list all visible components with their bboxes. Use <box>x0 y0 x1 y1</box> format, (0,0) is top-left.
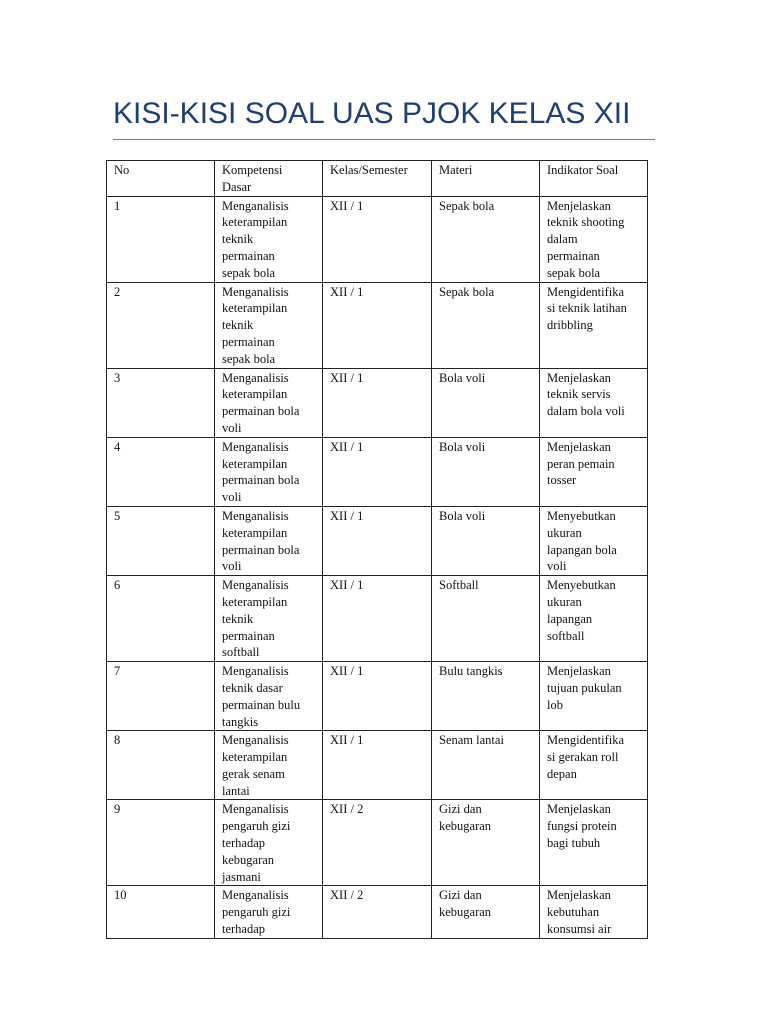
cell-materi: Gizi dan kebugaran <box>432 886 540 938</box>
cell-indikator-soal: Menjelaskan peran pemain tosser <box>540 437 648 506</box>
cell-no: 7 <box>107 662 215 731</box>
cell-kelas-semester: XII / 1 <box>323 731 432 800</box>
cell-indikator-soal: Menyebutkan ukuran lapangan softball <box>540 576 648 662</box>
title-underline <box>113 139 655 140</box>
cell-kompetensi-dasar: Menganalisis keterampilan teknik permainan sepak bola <box>215 196 323 282</box>
cell-no: 2 <box>107 282 215 368</box>
cell-indikator-soal: Menyebutkan ukuran lapangan bola voli <box>540 506 648 575</box>
cell-kelas-semester: XII / 1 <box>323 282 432 368</box>
table-row <box>107 506 648 575</box>
table-row <box>107 576 648 662</box>
cell-materi: Bulu tangkis <box>432 662 540 731</box>
table-header-row <box>107 161 648 197</box>
cell-materi: Senam lantai <box>432 731 540 800</box>
cell-no: 6 <box>107 576 215 662</box>
cell-kompetensi-dasar: Menganalisis keterampilan teknik permainan sepak bola <box>215 282 323 368</box>
cell-indikator-soal: Menjelaskan kebutuhan konsumsi air <box>540 886 648 938</box>
header-kelas-semester: Kelas/Semester <box>323 161 432 197</box>
table-row <box>107 196 648 282</box>
cell-kompetensi-dasar: Menganalisis pengaruh gizi terhadap kebugaran jasmani <box>215 800 323 886</box>
cell-indikator-soal: Mengidentifika si teknik latihan dribbling <box>540 282 648 368</box>
cell-kompetensi-dasar: Menganalisis keterampilan teknik permainan softball <box>215 576 323 662</box>
cell-kelas-semester: XII / 2 <box>323 800 432 886</box>
table-row <box>107 731 648 800</box>
cell-kompetensi-dasar: Menganalisis keterampilan gerak senam lantai <box>215 731 323 800</box>
cell-no: 1 <box>107 196 215 282</box>
table-row <box>107 886 648 938</box>
header-no: No <box>107 161 215 197</box>
cell-indikator-soal: Menjelaskan teknik servis dalam bola voli <box>540 368 648 437</box>
cell-kompetensi-dasar: Menganalisis keterampilan permainan bola voli <box>215 437 323 506</box>
cell-kompetensi-dasar: Menganalisis keterampilan permainan bola voli <box>215 368 323 437</box>
cell-no: 8 <box>107 731 215 800</box>
cell-no: 3 <box>107 368 215 437</box>
cell-indikator-soal: Menjelaskan fungsi protein bagi tubuh <box>540 800 648 886</box>
cell-indikator-soal: Mengidentifika si gerakan roll depan <box>540 731 648 800</box>
cell-kompetensi-dasar: Menganalisis pengaruh gizi terhadap <box>215 886 323 938</box>
document-title: KISI-KISI SOAL UAS PJOK KELAS XII <box>113 97 631 130</box>
cell-no: 10 <box>107 886 215 938</box>
cell-kompetensi-dasar: Menganalisis keterampilan permainan bola voli <box>215 506 323 575</box>
cell-kelas-semester: XII / 2 <box>323 886 432 938</box>
cell-no: 9 <box>107 800 215 886</box>
grid-table <box>106 160 648 939</box>
cell-materi: Gizi dan kebugaran <box>432 800 540 886</box>
table-row <box>107 437 648 506</box>
table-row <box>107 800 648 886</box>
cell-kelas-semester: XII / 1 <box>323 196 432 282</box>
cell-kompetensi-dasar: Menganalisis teknik dasar permainan bulu tangkis <box>215 662 323 731</box>
cell-no: 5 <box>107 506 215 575</box>
cell-indikator-soal: Menjelaskan teknik shooting dalam permainan sepak bola <box>540 196 648 282</box>
cell-materi: Sepak bola <box>432 282 540 368</box>
table-row <box>107 282 648 368</box>
cell-kelas-semester: XII / 1 <box>323 437 432 506</box>
cell-materi: Bola voli <box>432 437 540 506</box>
cell-materi: Softball <box>432 576 540 662</box>
table-row <box>107 368 648 437</box>
cell-kelas-semester: XII / 1 <box>323 368 432 437</box>
header-indikator-soal: Indikator Soal <box>540 161 648 197</box>
cell-kelas-semester: XII / 1 <box>323 576 432 662</box>
header-kompetensi-dasar: Kompetensi Dasar <box>215 161 323 197</box>
cell-materi: Sepak bola <box>432 196 540 282</box>
cell-materi: Bola voli <box>432 506 540 575</box>
cell-kelas-semester: XII / 1 <box>323 662 432 731</box>
cell-materi: Bola voli <box>432 368 540 437</box>
cell-kelas-semester: XII / 1 <box>323 506 432 575</box>
header-materi: Materi <box>432 161 540 197</box>
cell-indikator-soal: Menjelaskan tujuan pukulan lob <box>540 662 648 731</box>
cell-no: 4 <box>107 437 215 506</box>
table-row <box>107 662 648 731</box>
